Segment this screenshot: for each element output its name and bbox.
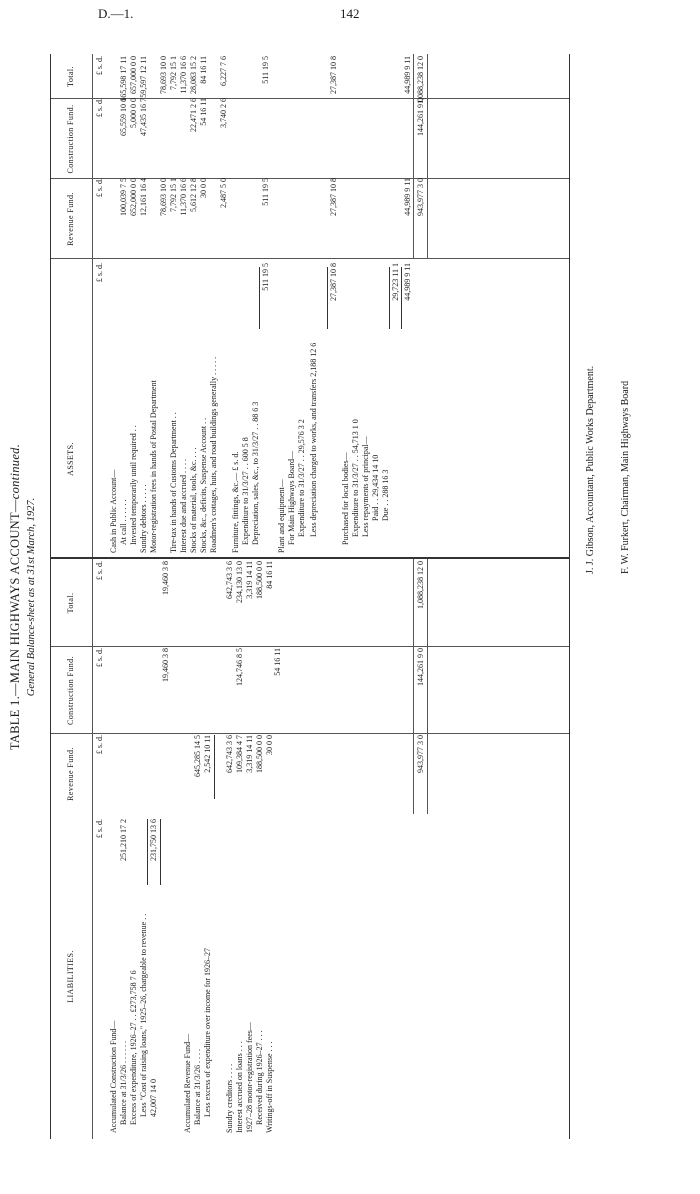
sum-rule [327, 267, 328, 329]
amount: 54 16 11 [273, 648, 282, 676]
col-header-revenue: Revenue Fund. [66, 192, 76, 246]
page-code: D.—1. [98, 6, 134, 21]
sum-rule [214, 735, 215, 799]
amount: 78,693 10 0 [159, 56, 168, 94]
totals-rule [427, 54, 428, 259]
totals-rule [413, 559, 414, 814]
liability-line: Less excess of expenditure over income for 1926–27 [203, 947, 212, 1117]
asset-line: Stocks, &c., deficits, Suspense Account . . [199, 417, 208, 553]
asset-line: For Main Highways Board— [287, 451, 296, 545]
liability-line: Interest accrued on loans . . . [235, 1041, 244, 1133]
asset-line: Less depreciation charged to works, and transfers 2,188 12 6 [309, 342, 318, 537]
money-header: £ s. d. [95, 648, 104, 668]
amount: 652,000 0 0 [129, 178, 138, 216]
amount: 59,597 12 11 [139, 56, 148, 98]
table-title [8, 0, 23, 1194]
col-header-total: Total. [66, 592, 76, 614]
amount: 511 19 5 [261, 56, 270, 84]
asset-line: Plant and equipment— [277, 479, 286, 553]
col-header-revenue: Revenue Fund. [66, 747, 76, 801]
asset-line: Furniture, fittings, &c.— £ s. d. [231, 451, 240, 553]
asset-line: Stocks of material, tools, &c. . . . [189, 447, 198, 553]
header-rule [92, 54, 93, 1139]
liability-line: Writings-off in Suspense . . . [265, 1041, 274, 1133]
total-amount: 144,261 9 0 [416, 98, 425, 136]
amount: 6,227 7 6 [219, 56, 228, 86]
amount: 511 19 5 [261, 263, 270, 291]
amount: 78,693 10 0 [159, 178, 168, 216]
total-amount: 1,088,238 12 0 [416, 561, 425, 609]
liability-line: Accumulated Construction Fund— [109, 1020, 118, 1133]
amount: 3,319 14 11 [245, 735, 254, 773]
col-header-liabilities: LIABILITIES. [66, 950, 76, 1003]
title-main: TABLE 1.—MAIN HIGHWAYS ACCOUNT— [8, 499, 22, 751]
amount: 511 19 5 [261, 178, 270, 206]
amount: 3,319 14 11 [245, 561, 254, 599]
amount: 642,743 3 6 [225, 561, 234, 599]
money-header: £ s. d. [95, 819, 104, 839]
money-header: £ s. d. [95, 735, 104, 755]
money-header: £ s. d. [95, 263, 104, 283]
amount: 124,746 8 5 [235, 648, 244, 686]
amount: 19,460 3 8 [161, 648, 170, 682]
amount: 30 0 0 [265, 735, 274, 755]
asset-line: Expenditure to 31/3/27 . . 29,576 3 2 [297, 419, 306, 537]
balance-sheet-table [50, 54, 570, 1139]
amount: 251,210 17 2 [119, 819, 128, 861]
amount: 44,989 9 11 [403, 263, 412, 301]
sum-rule [160, 819, 161, 885]
asset-line: Less repayments of principal— [361, 436, 370, 537]
col-rule [51, 646, 569, 647]
amount: 109,384 4 7 [235, 735, 244, 773]
amount: 11,370 16 6 [179, 56, 188, 94]
money-header: £ s. d. [95, 98, 104, 118]
signature-chairman: F. W. Furkert, Chairman, Main Highways Board [620, 380, 631, 574]
liability-line: Excess of expenditure, 1926–27 . . £273,758 7 6 [129, 970, 138, 1125]
amount: 29,723 11 1 [391, 263, 400, 301]
total-amount: 144,261 9 0 [416, 648, 425, 686]
amount: 657,000 0 0 [129, 56, 138, 94]
amount: 84 16 11 [199, 56, 208, 84]
amount: 7,792 15 1 [169, 56, 178, 90]
asset-line: Purchased for local bodies— [341, 452, 350, 545]
amount: 28,083 15 2 [189, 56, 198, 94]
amount: 642,743 3 6 [225, 735, 234, 773]
asset-line: Roadmen's cottages, huts, and road buildings generally . . . . . [209, 356, 218, 553]
title-suffix: continued. [8, 443, 22, 500]
asset-line: Due . . 288 16 3 [381, 469, 390, 521]
liability-line: 1927–28 motor-registration fees— [245, 1022, 254, 1133]
amount: 5,000 0 0 [129, 98, 138, 128]
col-rule [51, 557, 569, 559]
col-header-total: Total. [66, 66, 76, 87]
sum-rule [259, 267, 260, 329]
amount: 27,387 10 8 [329, 56, 338, 94]
asset-line: Depreciation, sales, &c., to 31/3/27 . . 88 6 3 [251, 401, 260, 545]
asset-line: Paid . . 29,434 14 10 [371, 454, 380, 521]
sum-rule [389, 267, 390, 329]
liability-line: Sundry creditors . . . . [225, 1063, 234, 1133]
amount: 2,487 5 0 [219, 178, 228, 208]
table-subtitle: General Balance-sheet as at 31st March, 1927. [26, 497, 37, 697]
liability-line: Balance at 31/3/26 . . . . [193, 1049, 202, 1125]
sum-rule [147, 819, 148, 885]
asset-line: At call . . . . . . [119, 499, 128, 545]
page-number: 142 [340, 6, 360, 21]
totals-rule [413, 54, 414, 259]
amount: 44,989 9 11 [403, 56, 412, 94]
asset-line: Sundry debtors . . . . . [139, 484, 148, 553]
totals-rule [427, 559, 428, 814]
amount: 100,039 7 5 [119, 178, 128, 216]
amount: 30 0 0 [199, 178, 208, 198]
amount: 3,740 2 6 [219, 98, 228, 128]
asset-line: Motor-registration fees in hands of Postal Department [149, 380, 158, 553]
asset-line: Invested temporarily until required . . [129, 425, 138, 545]
total-amount: 943,977 3 0 [416, 735, 425, 773]
asset-line: Expenditure to 31/3/27 . . 600 5 8 [241, 437, 250, 545]
asset-line: Expenditure to 31/3/27 . . 54,713 1 0 [351, 419, 360, 537]
amount: 27,387 10 8 [329, 263, 338, 301]
amount: 188,500 0 0 [255, 561, 264, 599]
amount: 234,130 13 0 [235, 561, 244, 603]
amount: 5,612 12 8 [189, 178, 198, 212]
amount: 188,500 0 0 [255, 735, 264, 773]
signature-accountant: J. J. Gibson, Accountant, Public Works Department. [585, 365, 596, 574]
amount: 27,387 10 8 [329, 178, 338, 216]
total-amount: 943,977 3 0 [416, 178, 425, 216]
money-header: £ s. d. [95, 178, 104, 198]
asset-line: Interest due and accrued . . . . [179, 459, 188, 553]
liability-line: Less "Cost of raising loans," 1925–26, chargeable to revenue . . 42,007 14 0 [139, 913, 158, 1117]
asset-line: Tire-tax in hands of Customs Department . . [169, 412, 178, 553]
amount: 65,559 10 6 [119, 98, 128, 136]
amount: 47,435 16 7 [139, 98, 148, 136]
col-header-construction: Construction Fund. [66, 656, 76, 725]
amount: 165,598 17 11 [119, 56, 128, 102]
amount: 44,989 9 11 [403, 178, 412, 216]
col-header-construction: Construction Fund. [66, 104, 76, 174]
liability-line: Received during 1926–27 . . . [255, 1030, 264, 1125]
col-rule [51, 733, 569, 734]
amount: 7,792 15 1 [169, 178, 178, 212]
amount: 2,542 10 11 [203, 735, 212, 773]
amount: 12,161 16 4 [139, 178, 148, 216]
amount: 231,750 13 6 [149, 819, 158, 861]
col-header-assets: ASSETS. [66, 442, 76, 476]
liability-line: Balance at 31/3/26 . . . . . . [119, 1041, 128, 1125]
amount: 11,370 16 6 [179, 178, 188, 216]
money-header: £ s. d. [95, 561, 104, 581]
liability-line: Accumulated Revenue Fund— [183, 1033, 192, 1133]
amount: 54 16 11 [199, 98, 208, 126]
sum-rule [401, 267, 402, 329]
asset-line: Cash in Public Account— [109, 469, 118, 553]
amount: 645,285 14 5 [193, 735, 202, 777]
amount: 84 16 11 [265, 561, 274, 589]
amount: 19,460 3 8 [161, 561, 170, 595]
total-amount: 1,088,238 12 0 [416, 56, 425, 104]
money-header: £ s. d. [95, 56, 104, 76]
amount: 22,471 2 6 [189, 98, 198, 132]
